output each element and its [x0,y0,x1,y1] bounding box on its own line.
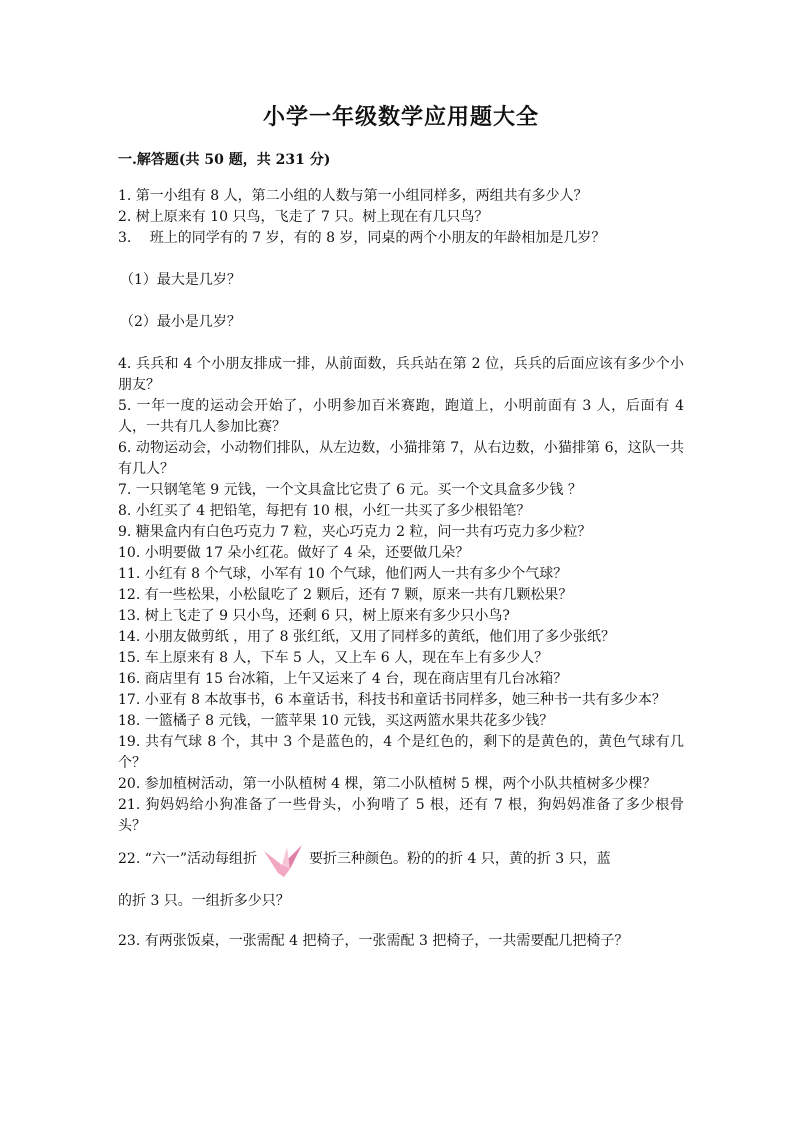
question-6: 6. 动物运动会，小动物们排队，从左边数，小猫排第 7，从右边数，小猫排第 6，这队一共有几人？ [118,440,684,477]
question-23: 23. 有两张饭桌，一张需配 4 把椅子，一张需配 3 把椅子，一共需要配几把椅子？ [118,933,629,949]
question-5: 5. 一年一度的运动会开始了，小明参加百米赛跑，跑道上，小明前面有 3 人，后面有 4 人，一共有几人参加比赛？ [118,398,684,435]
question-1: 1. 第一小组有 8 人，第二小组的人数与第一小组同样多，两组共有多少人？ [118,188,588,204]
question-22-end: 的折 3 只。一组折多少只？ [118,893,290,909]
section-heading: 一.解答题(共 50 题，共 231 分) [118,152,331,168]
question-20: 20. 参加植树活动，第一小队植树 4 棵，第二小队植树 5 棵，两个小队共植树多少棵？ [118,776,657,792]
paper-crane-icon [260,841,306,881]
question-7: 7. 一只钢笔笔 9 元钱，一个文具盒比它贵了 6 元。买一个文具盒多少钱 ？ [118,482,582,498]
question-2: 2. 树上原来有 10 只鸟，飞走了 7 只。树上现在有几只鸟？ [118,209,489,225]
question-17: 17. 小亚有 8 本故事书，6 本童话书，科技书和童话书同样多，她三种书一共有多少本？ [118,692,666,708]
question-4: 4. 兵兵和 4 个小朋友排成一排，从前面数，兵兵站在第 2 位，兵兵的后面应该有多少个小朋友？ [118,356,684,393]
question-16: 16. 商店里有 15 台冰箱，上午又运来了 4 台，现在商店里有几台冰箱？ [118,671,568,687]
question-14: 14. 小朋友做剪纸 ，用了 8 张红纸，又用了同样多的黄纸，他们用了多少张纸？ [118,629,615,645]
question-3: 3. 班上的同学有的 7 岁，有的 8 岁，同桌的两个小朋友的年龄相加是几岁？ [118,230,606,246]
question-10: 10. 小明要做 17 朵小红花。做好了 4 朵，还要做几朵？ [118,545,470,561]
question-8: 8. 小红买了 4 把铅笔，每把有 10 根，小红一共买了多少根铅笔？ [118,503,531,519]
question-9: 9. 糖果盒内有白色巧克力 7 粒，夹心巧克力 2 粒，问一共有巧克力多少粒？ [118,524,592,540]
question-13: 13. 树上飞走了 9 只小鸟，还剩 6 只，树上原来有多少只小鸟? [118,608,510,624]
question-list [118,186,684,952]
question-22-start: 22. “六一”活动每组折 [118,851,258,867]
question-11: 11. 小红有 8 个气球，小军有 10 个气球，他们两人一共有多少个气球？ [118,566,568,582]
question-3-part-2: （2）最小是几岁？ [120,314,241,330]
question-3-part-1: （1）最大是几岁？ [120,272,241,288]
question-19: 19. 共有气球 8 个，其中 3 个是蓝色的，4 个是红色的，剩下的是黄色的，黄色气球有几个？ [118,734,684,771]
question-18: 18. 一篮橘子 8 元钱，一篮苹果 10 元钱，买这两篮水果共花多少钱？ [118,713,554,729]
question-22-middle: 要折三种颜色。粉的的折 4 只，黄的折 3 只，蓝 [309,851,611,867]
question-22 [118,839,684,879]
question-15: 15. 车上原来有 8 人，下车 5 人，又上车 6 人，现在车上有多少人？ [118,650,549,666]
question-21: 21. 狗妈妈给小狗准备了一些骨头，小狗啃了 5 根，还有 7 根，狗妈妈准备了多少根骨头？ [118,797,684,834]
question-12: 12. 有一些松果，小松鼠吃了 2 颗后，还有 7 颗，原来一共有几颗松果？ [118,587,573,603]
page-title: 小学一年级数学应用题大全 [262,104,539,130]
